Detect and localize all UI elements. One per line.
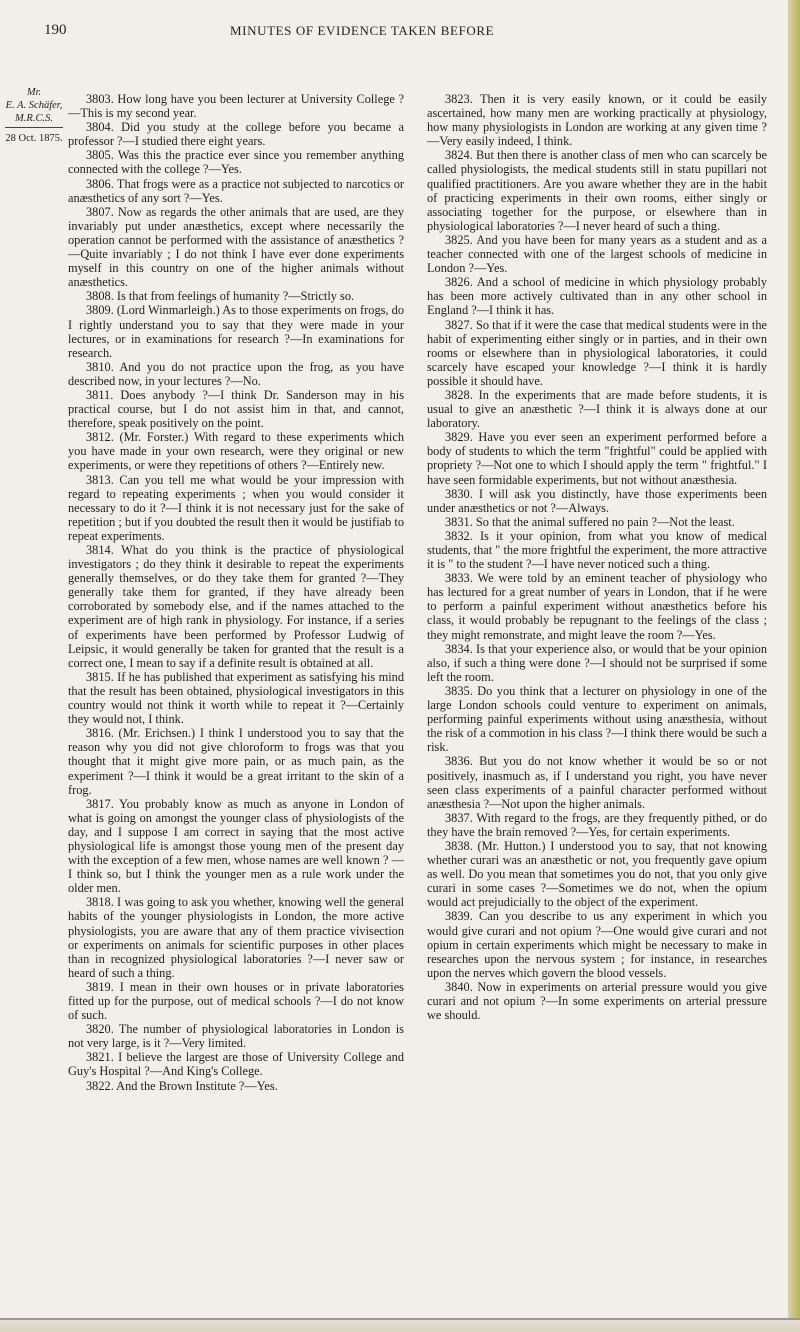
witness-title: Mr. <box>26 87 42 98</box>
testimony-paragraph: 3826. And a school of medicine in which physiology probably has been more actively cultivated than in any other school in England ?—I think it has. <box>427 275 767 318</box>
testimony-paragraph: 3806. That frogs were as a practice not subjected to narcotics or anæsthetics of any sort ?—Yes. <box>68 176 404 205</box>
margin-rule <box>5 127 63 128</box>
testimony-paragraph: 3833. We were told by an eminent teacher of physiology who has lectured for a great number of years in London, that if he were to perform a painful experiment without anæsthetics before his class, it would probably be repugnant to the feelings of the class ; they might remonstrate, and might leave the room ?—Yes. <box>427 571 767 642</box>
testimony-paragraph: 3819. I mean in their own houses or in private laboratories fitted up for the purpose, out of medical schools ?—I do not know of such. <box>68 979 404 1023</box>
hearing-date: 28 Oct. 1875. <box>5 133 63 144</box>
testimony-paragraph: 3837. With regard to the frogs, are they frequently pithed, or do they have the brain removed ?—Yes, for certain experiments. <box>427 810 767 839</box>
testimony-paragraph: 3804. Did you study at the college before you became a professor ?—I studied there eight years. <box>68 120 404 149</box>
testimony-paragraph: 3829. Have you ever seen an experiment performed before a body of students to which the term "frightful" could be applied with propriety ?—Not one to which I should apply the term " frightful." I have seen formidable experiments, but not without anæsthesia. <box>427 430 767 487</box>
testimony-paragraph: 3838. (Mr. Hutton.) I understood you to say, that not knowing whether curari was an anæsthetic or not, you frequently gave opium as well. Do you mean that sometimes you do not, that you only give curari in some cases ?—Sometimes we do not, when the opium would act prejudicially to the object of the experiment. <box>427 838 767 910</box>
page-number: 190 <box>44 22 67 38</box>
testimony-paragraph: 3822. And the Brown Institute ?—Yes. <box>86 1078 278 1093</box>
testimony-paragraph: 3817. You probably know as much as anyone in London of what is going on amongst the younger class of physiologists of the day, and I suppose I am correct in saying that the most active physiological life is amongst those young men of the present day with the exception of a few men, whose names are well known ? —I think so, but I think the younger men as a rule work under the older men. <box>68 796 404 896</box>
testimony-paragraph: 3835. Do you think that a lecturer on physiology in one of the large London schools could venture to experiment on animals, performing painful experiments without using anæsthesia, without the risk of a commotion in his class ?—I think there would be such a risk. <box>427 683 767 755</box>
testimony-paragraph: 3831. So that the animal suffered no pain ?—Not the least. <box>445 514 735 529</box>
running-head: MINUTES OF EVIDENCE TAKEN BEFORE <box>230 23 495 38</box>
page-edge-bottom <box>0 1318 800 1332</box>
testimony-paragraph: 3840. Now in experiments on arterial pressure would you give curari and not opium ?—In some experiments on arterial pressure we should. <box>427 979 767 1023</box>
testimony-paragraph: 3805. Was this the practice ever since you remember anything connected with the college ?—Yes. <box>68 148 404 177</box>
testimony-paragraph: 3808. Is that from feelings of humanity ?—Strictly so. <box>86 289 355 304</box>
testimony-paragraph: 3827. So that if it were the case that medical students were in the habit of experimenting either singly or in parties, and in their own rooms or elsewhere than in physiological laboratories, it could scarcely have escaped your knowledge ?—I think it is hardly possible it should have. <box>427 317 767 388</box>
testimony-paragraph: 3834. Is that your experience also, or would that be your opinion also, if such a thing were done ?—I should not be surprised if some left the room. <box>427 641 767 684</box>
testimony-paragraph: 3820. The number of physiological laboratories in London is not very large, is it ?—Very limited. <box>68 1022 404 1051</box>
right-column <box>427 92 767 1022</box>
margin-note <box>4 86 64 145</box>
testimony-paragraph: 3824. But then there is another class of men who can scarcely be called physiologists, the medical students still in statu pupillari not qualified practitioners. Are you aware whether they are in the habit of practicing experiments in their own rooms, either singly or associating together for the purpose, or elsewhere than in physiological laboratories ?—I never heard of such a thing. <box>427 148 767 233</box>
testimony-paragraph: 3821. I believe the largest are those of University College and Guy's Hospital ?—And King's College. <box>68 1050 404 1079</box>
testimony-paragraph: 3839. Can you describe to us any experiment in which you would give curari and not opium ?—One would give curari and not opium in certain experiments which might be necessary to make in researches upon the nervous system ; for instance, in researches upon the nerves which govern the blood vessels. <box>427 909 767 980</box>
testimony-paragraph: 3814. What do you think is the practice of physiological investigators ; do they think it desirable to repeat the experiments generally themselves, or do they take them for granted ?—They generally take them for granted, if they have already been corroborated by somebody else, and if the names attached to the experiment are of high rank in physiology. For instance, if a series of experiments have been performed by Professor Ludwig of Leipsic, it would generally be taken for granted that the result is a correct one, I mean to say if a definite result is obtained at all. <box>68 543 404 670</box>
testimony-paragraph: 3813. Can you tell me what would be your impression with regard to repeating experiments ; when you would consider it necessary to do it ?—I think it is not necessary just for the sake of repetition ; but if you doubted the result then it would be justifiab to repeat experiments. <box>68 472 404 543</box>
testimony-paragraph: 3828. In the experiments that are made before students, it is usual to give an anæsthetic ?—I think it is always done at our laboratory. <box>427 387 767 431</box>
testimony-paragraph: 3812. (Mr. Forster.) With regard to these experiments which you have made in your own research, were they original or new experiments, or were they repetitions of others ?—Entirely new. <box>68 430 404 473</box>
testimony-paragraph: 3832. Is it your opinion, from what you know of medical students, that " the more frightful the experiment, the more attractive it is " to the student ?—I have never noticed such a thing. <box>427 528 767 572</box>
bottom-rule <box>0 1318 800 1320</box>
testimony-paragraph: 3810. And you do not practice upon the frog, as you have described now, in your lectures ?—No. <box>68 359 404 388</box>
testimony-paragraph: 3815. If he has published that experiment as satisfying his mind that the result has been obtained, physiological investigators in this country would not think it worth while to repeat it ?—Certainly they would not, I think. <box>68 669 404 727</box>
testimony-paragraph: 3816. (Mr. Erichsen.) I think I understood you to say that the reason why you did not give chloroform to frogs was that you thought that it might give more pain, or as much pain, as the experiment ?—I think it would be a great irritant to the skin of a frog. <box>68 726 404 797</box>
page-header <box>0 18 800 42</box>
testimony-paragraph: 3809. (Lord Winmarleigh.) As to those experiments on frogs, do I rightly understand you to say that they were made in your lectures, or in examinations for research ?—In examinations for research. <box>68 303 404 360</box>
testimony-paragraph: 3818. I was going to ask you whether, knowing well the general habits of the younger physiologists in London, the more active physiologists, you are aware that any of them practice vivisection or experiments on animals for scientific purposes in other places than in recognized physiological laboratories ?—I never saw or heard of such a thing. <box>68 895 404 980</box>
testimony-paragraph: 3803. How long have you been lecturer at University College ?—This is my second year. <box>68 92 404 121</box>
page-edge-right <box>788 0 800 1332</box>
left-column <box>68 92 404 1093</box>
testimony-paragraph: 3811. Does anybody ?—I think Dr. Sanderson may in his practical course, but I do not assist him in that, and cannot, therefore, speak positively on the point. <box>68 387 404 431</box>
testimony-paragraph: 3825. And you have been for many years as a student and as a teacher connected with one of the largest schools of medicine in London ?—Yes. <box>427 232 767 276</box>
testimony-paragraph: 3807. Now as regards the other animals that are used, are they invariably put under anæsthetics, except where necessarily the operation cannot be performed with the assistance of anæsthetics ?—Quite invariably ; I do not think I have ever done experiments myself in this country on one of the higher animals without anæsthetics. <box>68 204 404 290</box>
testimony-paragraph: 3830. I will ask you distinctly, have those experiments been under anæsthetics or not ?—Always. <box>427 486 767 515</box>
witness-name: E. A. Schäfer, M.R.C.S. <box>5 100 63 124</box>
testimony-paragraph: 3836. But you do not know whether it would be so or not positively, inasmuch as, if I understand you right, you have never seen class experiments of a painful character performed without anæsthesia ?—Not upon the higher animals. <box>427 754 767 811</box>
testimony-paragraph: 3823. Then it is very easily known, or it could be easily ascertained, how many men are working practically at physiology, how many physiologists in London are working at any given time ?—Very easily indeed, I think. <box>427 92 767 149</box>
